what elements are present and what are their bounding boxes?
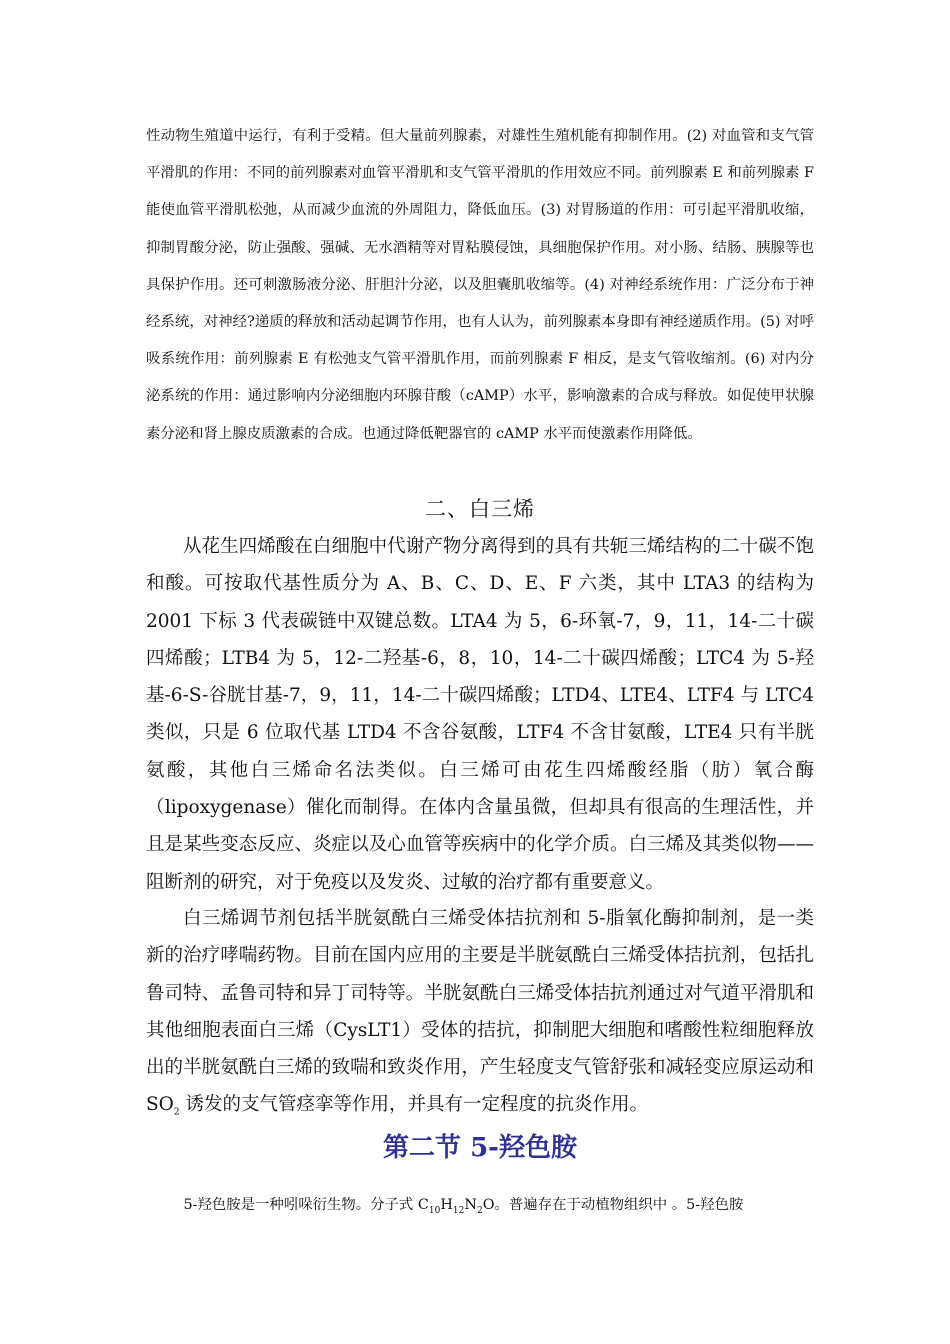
text-segment: 5-羟色胺是一种吲哚衍生物。分子式 C (183, 1197, 429, 1213)
paragraph-serotonin-intro (146, 1187, 814, 1224)
text-segment: H (440, 1197, 453, 1213)
text-segment: N (464, 1197, 477, 1213)
paragraph-prostaglandin-effects: 性动物生殖道中运行，有利于受精。但大量前列腺素，对雄性生殖机能有抑制作用。(2) 对血管和支气管平滑肌的作用：不同的前列腺素对血管平滑肌和支气管平滑肌的作用效应不同。前列腺素 E 和前列腺素 F 能使血管平滑肌松弛，从而减少血流的外周阻力，降低血压。(3) 对胃肠道的作用：可引起平滑肌收缩，抑制胃酸分泌，防止强酸、强碱、无水酒精等对胃粘膜侵蚀，具细胞保护作用。对小肠、结肠、胰腺等也具保护作用。还可刺激肠液分泌、肝胆汁分泌，以及胆囊肌收缩等。(4) 对神经系统作用：广泛分布于神经系统，对神经?递质的释放和活动起调节作用，也有人认为，前列腺素本身即有神经递质作用。(5) 对呼吸系统作用：前列腺素 E 有松弛支气管平滑肌作用，而前列腺素 F 相反，是支气管收缩剂。(6) 对内分泌系统的作用：通过影响内分泌细胞内环腺苷酸（cAMP）水平，影响激素的合成与释放。如促使甲状腺素分泌和肾上腺皮质激素的合成。也通过降低靶器官的 cAMP 水平而使激素作用降低。 (146, 128, 814, 442)
chapter-heading-serotonin: 第二节 5-羟色胺 (383, 1133, 577, 1163)
text-segment: 白三烯调节剂包括半胱氨酰白三烯受体拮抗剂和 5-脂氧化酶抑制剂，是一类新的治疗哮喘药物。目前在国内应用的主要是半胱氨酰白三烯受体拮抗剂，包括扎鲁司特、孟鲁司特和异丁司特等。半胱氨酰白三烯受体拮抗剂通过对气道平滑肌和其他细胞表面白三烯（CysLT1）受体的拮抗，抑制肥大细胞和嗜酸性粒细胞释放出的半胱氨酰白三烯的致喘和致炎作用，产生轻度支气管舒张和减轻变应原运动和 SO (146, 908, 814, 1116)
paragraph-leukotriene-definition: 从花生四烯酸在白细胞中代谢产物分离得到的具有共轭三烯结构的二十碳不饱和酸。可按取代基性质分为 A、B、C、D、E、F 六类，其中 LTA3 的结构为 2001 下标 3 代表碳链中双键总数。LTA4 为 5，6-环氧-7，9，11，14-二十碳四烯酸；LTB4 为 5，12-二羟基-6，8，10，14-二十碳四烯酸；LTC4 为 5-羟基-6-S-谷胱甘基-7，9，11，14-二十碳四烯酸；LTD4、LTE4、LTF4 与 LTC4 类似，只是 6 位取代基 LTD4 不含谷氨酸，LTF4 不含甘氨酸，LTE4 只有半胱氨酸，其他白三烯命名法类似。白三烯可由花生四烯酸经脂（肪）氧合酶（lipoxygenase）催化而制得。在体内含量虽微，但却具有很高的生理活性，并且是某些变态反应、炎症以及心血管等疾病中的化学介质。白三烯及其类似物——阻断剂的研究，对于免疫以及发炎、过敏的治疗都有重要意义。 (146, 536, 814, 893)
text-segment: 诱发的支气管痉挛等作用，并具有一定程度的抗炎作用。 (179, 1094, 648, 1116)
section-heading-leukotrienes: 二、白三烯 (425, 497, 535, 521)
subscript: 12 (452, 1205, 465, 1216)
subscript: 2 (476, 1205, 483, 1216)
subscript: 10 (428, 1205, 441, 1216)
subscript: 2 (173, 1108, 180, 1119)
text-segment: O。普遍存在于动植物组织中 。5-羟色胺 (482, 1197, 744, 1213)
paragraph-leukotriene-modulators (146, 900, 814, 1124)
